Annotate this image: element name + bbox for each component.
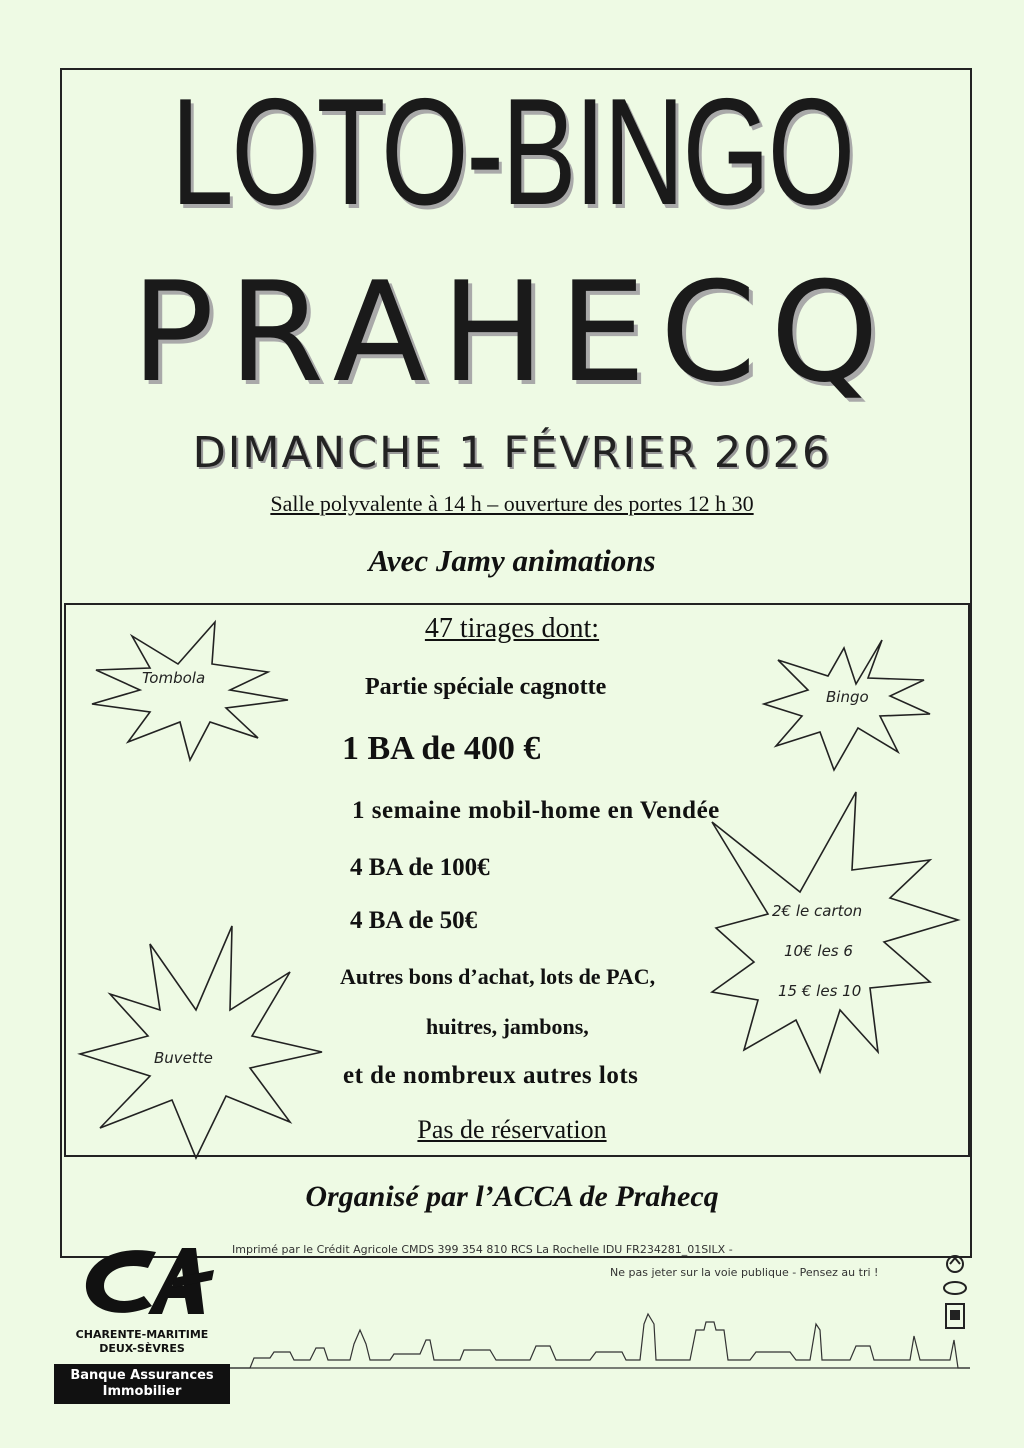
pricing-6-cartons: 10€ les 6 [784,942,853,960]
prize-item: 1 BA de 400 € [342,730,541,767]
pricing-10-cartons: 15 € les 10 [778,982,862,1000]
title-loto-bingo: LOTO-BINGO [171,67,853,237]
recycling-notice: Ne pas jeter sur la voie publique - Pensez au tri ! [610,1266,879,1279]
tombola-label: Tombola [142,669,206,687]
pricing-starburst-icon [712,792,958,1072]
printer-credit: Imprimé par le Crédit Agricole CMDS 399 354 810 RCS La Rochelle IDU FR234281_01SILX - [232,1243,733,1256]
animator-line: Avec Jamy animations [368,543,656,578]
bank-region-line2: DEUX-SÈVRES [99,1342,185,1355]
prize-item: et de nombreux autres lots [343,1062,639,1089]
bank-tagline-line2: Immobilier [102,1384,182,1399]
prize-item: Autres bons d’achat, lots de PAC, [340,964,656,989]
credit-agricole-logo-icon [78,1240,218,1324]
title-prahecq: PRAHECQ [131,252,893,413]
bank-region-line1: CHARENTE-MARITIME [75,1328,209,1341]
draws-heading: 47 tirages dont: [424,613,600,644]
bank-tagline [54,1364,230,1404]
prize-item: 1 semaine mobil-home en Vendée [352,797,720,824]
pricing-1-carton: 2€ le carton [772,902,863,920]
prize-item: 4 BA de 50€ [350,907,478,934]
prize-item: 4 BA de 100€ [350,854,490,881]
venue-and-times: Salle polyvalente à 14 h – ouverture des portes 12 h 30 [270,491,754,516]
no-booking-note: Pas de réservation [417,1115,607,1144]
bingo-label: Bingo [826,688,869,706]
event-date: DIMANCHE 1 FÉVRIER 2026 [192,428,832,478]
buvette-label: Buvette [154,1049,213,1067]
prize-item: huitres, jambons, [426,1014,589,1039]
bank-region [62,1328,222,1356]
skyline-illustration-icon [230,1300,970,1370]
organizer-line: Organisé par l’ACCA de Prahecq [305,1180,719,1213]
prize-item: Partie spéciale cagnotte [365,674,607,700]
bank-tagline-line1: Banque Assurances [70,1368,214,1383]
